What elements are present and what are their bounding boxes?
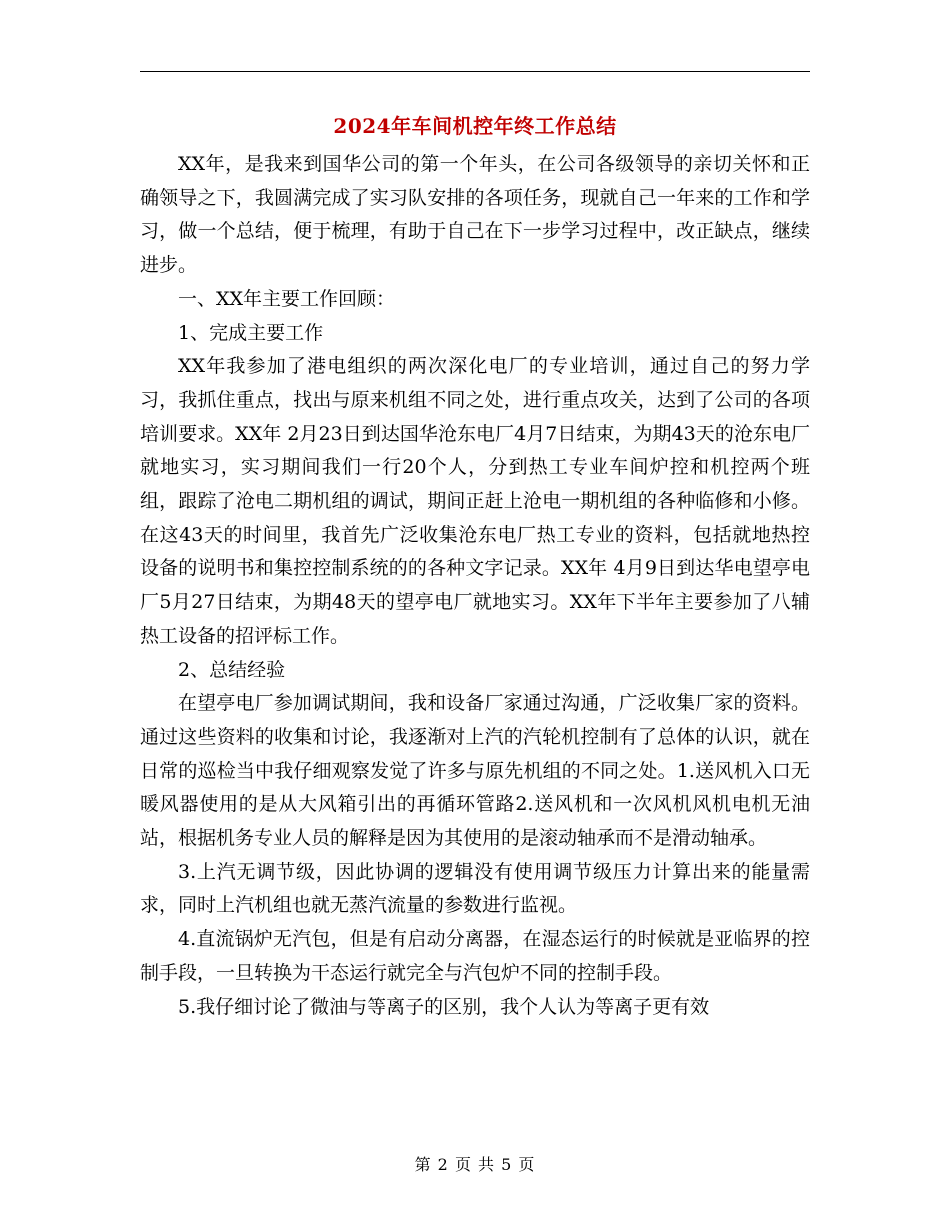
- paragraph-intro: XX年，是我来到国华公司的第一个年头，在公司各级领导的亲切关怀和正确领导之下，我圆满完成了实习队安排的各项任务，现就自己一年来的工作和学习，做一个总结，便于梳理，有助于自己在下一步学习过程中，改正缺点，继续进步。: [140, 153, 810, 277]
- paragraph-point-4: 4.直流锅炉无汽包，但是有启动分离器，在湿态运行的时候就是亚临界的控制手段，一旦转换为干态运行就完全与汽包炉不同的控制手段。: [140, 928, 810, 984]
- paragraph-experience: 在望亭电厂参加调试期间，我和设备厂家通过沟通，广泛收集厂家的资料。通过这些资料的收集和讨论，我逐渐对上汽的汽轮机控制有了总体的认识，就在日常的巡检当中我仔细观察发觉了许多与原先机组的不同之处。1.送风机入口无暖风器使用的是从大风箱引出的再循环管路2.送风机和一次风机风机电机无油站，根据机务专业人员的解释是因为其使用的是滚动轴承而不是滑动轴承。: [140, 692, 810, 850]
- document-body: [140, 148, 810, 1024]
- page-footer: 第 2 页 共 5 页: [414, 1155, 536, 1174]
- paragraph-main-work: XX年我参加了港电组织的两次深化电厂的专业培训，通过自己的努力学习，我抓住重点，找出与原来机组不同之处，进行重点攻关，达到了公司的各项培训要求。XX年 2月23日到达国华沧东电厂4月7日结束，为期43天的沧东电厂就地实习，实习期间我们一行20个人，分到热工专业车间炉控和机控两个班组，跟踪了沧电二期机组的调试，期间正赶上沧电一期机组的各种临修和小修。在这43天的时间里，我首先广泛收集沧东电厂热工专业的资料，包括就地热控设备的说明书和集控控制系统的的各种文字记录。XX年 4月9日到达华电望亭电厂5月27日结束，为期48天的望亭电厂就地实习。XX年下半年主要参加了八辅热工设备的招评标工作。: [140, 355, 810, 647]
- header-rule: [140, 71, 810, 72]
- paragraph-point-5: 5.我仔细讨论了微油与等离子的区别，我个人认为等离子更有效: [178, 995, 710, 1018]
- document-title: 2024年车间机控年终工作总结: [333, 114, 617, 138]
- paragraph-point-3: 3.上汽无调节级，因此协调的逻辑没有使用调节级压力计算出来的能量需求，同时上汽机组也就无蒸汽流量的参数进行监视。: [140, 860, 810, 917]
- subheading-main-work: 1、完成主要工作: [178, 321, 324, 344]
- section-heading-review: 一、XX年主要工作回顾：: [178, 287, 396, 310]
- subheading-experience: 2、总结经验: [178, 658, 286, 681]
